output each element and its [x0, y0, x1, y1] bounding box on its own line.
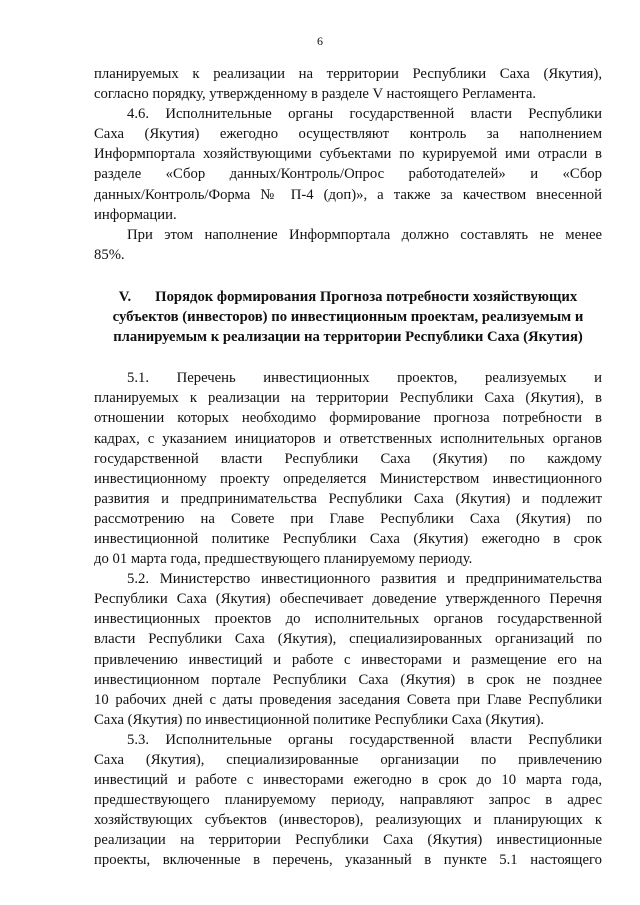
paragraph-5-3: [94, 730, 602, 871]
text-line: Саха (Якутия) по инвестиционной политике Республики Саха (Якутия).: [94, 711, 545, 728]
text-line: предшествующего планируемому периоду, направляют запрос в адрес: [94, 792, 602, 809]
section-heading-line: планируемым к реализации на территории Республики Саха (Якутия): [113, 329, 583, 346]
paragraph-5-1: [94, 368, 602, 569]
text-line: При этом наполнение Информпортала должно составлять не менее: [127, 226, 602, 243]
text-line: привлечению инвестиций и работе с инвесторами и размещение его на: [94, 651, 602, 668]
text-line: инвестиционных проектов до исполнительных органов государственной: [94, 611, 602, 628]
text-line: кадрах, с указанием инициаторов и ответственных исполнительных органов: [94, 430, 602, 447]
page-number: 6: [317, 34, 323, 48]
text-line: планируемых к реализации на территории Республики Саха (Якутия), в: [94, 390, 602, 407]
text-line: Саха (Якутия), специализированные организации по привлечению: [94, 752, 602, 768]
text-line: 85%.: [94, 246, 125, 263]
text-line: согласно порядку, утвержденному в разделе V настоящего Регламента.: [94, 86, 537, 103]
text-line: власти Республики Саха (Якутия), специализированных организаций по: [94, 631, 602, 648]
text-line: инвестиционном портале Республики Саха (Якутия) в срок не позднее: [94, 671, 602, 688]
text-line: реализации на территории Республики Саха (Якутия) инвестиционные: [94, 832, 602, 849]
text-line: информации.: [94, 206, 177, 223]
text-line: данных/Контроль/Форма № П-4 (доп)», а также за качеством внесенной: [94, 186, 602, 203]
text-line: Республики Саха (Якутия) обеспечивает доведение утвержденного Перечня: [94, 591, 602, 608]
text-line: 5.3. Исполнительные органы государственной власти Республики: [127, 731, 602, 748]
text-line: рассмотрению на Совете при Главе Республики Саха (Якутия) по: [94, 510, 602, 527]
text-line: государственной власти Республики Саха (Якутия) по каждому: [94, 450, 602, 467]
paragraph-continuation: [94, 64, 602, 104]
text-line: развития и предпринимательства Республики Саха (Якутия) и подлежит: [94, 490, 602, 507]
section-heading-line: [94, 287, 602, 307]
text-line: 5.1. Перечень инвестиционных проектов, реализуемых и: [127, 370, 602, 387]
text-line: инвестиций и работе с инвесторами ежегодно в срок до 10 марта года,: [94, 772, 602, 789]
text-line: Саха (Якутия) ежегодно осуществляют контроль за наполнением: [94, 126, 602, 143]
section-title-text: Порядок формирования Прогноза потребности хозяйствующих: [155, 288, 578, 305]
text-line: хозяйствующих субъектов (инвесторов), реализующих и планирующих к: [94, 812, 602, 829]
section-heading-line: субъектов (инвесторов) по инвестиционным проектам, реализуемым и: [112, 309, 584, 326]
document-body: [94, 64, 602, 871]
text-line: разделе «Сбор данных/Контроль/Опрос работодателей» и «Сбор: [94, 166, 602, 183]
text-line: 5.2. Министерство инвестиционного развития и предпринимательства: [127, 571, 602, 588]
paragraph-4-6: [94, 104, 602, 225]
text-line: Информпортала хозяйствующими субъектами по курируемой ими отрасли в: [94, 146, 602, 163]
section-heading: [94, 287, 602, 347]
text-line: до 01 марта года, предшествующего планируемому периоду.: [94, 551, 473, 568]
text-line: инвестиционной политике Республики Саха (Якутия) ежегодно в срок: [94, 530, 602, 547]
text-line: планируемых к реализации на территории Республики Саха (Якутия),: [94, 66, 602, 82]
paragraph-5-2: [94, 569, 602, 730]
paragraph-coverage: [94, 225, 602, 265]
text-line: проекты, включенные в перечень, указанный в пункте 5.1 настоящего: [94, 852, 602, 869]
text-line: отношении которых необходимо формирование прогноза потребности в: [94, 410, 602, 427]
text-line: инвестиционному проекту определяется Министерством инвестиционного: [94, 470, 602, 487]
text-line: 4.6. Исполнительные органы государственной власти Республики: [127, 106, 602, 123]
text-line: 10 рабочих дней с даты проведения заседания Совета при Главе Республики: [94, 691, 602, 708]
section-number: V.: [118, 288, 132, 305]
